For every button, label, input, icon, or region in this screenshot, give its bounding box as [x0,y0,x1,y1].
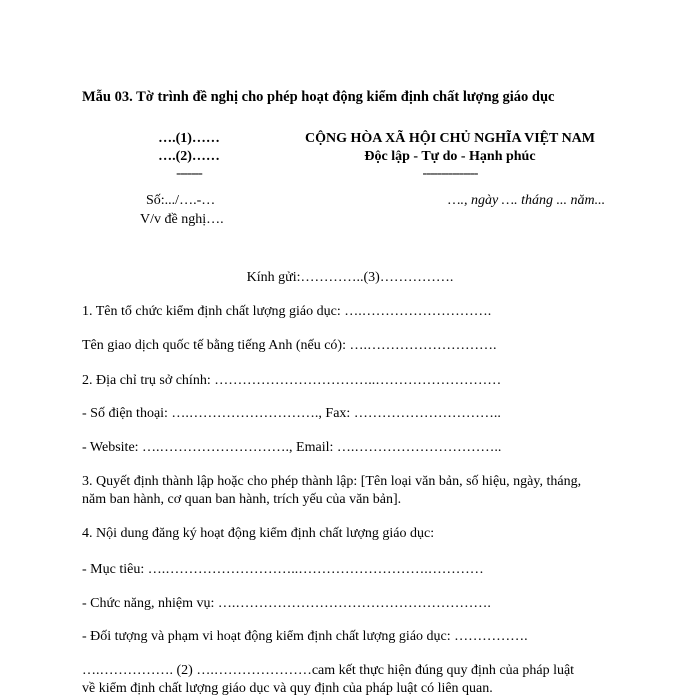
recipient-line: Kính gửi:…………..(3)……………. [246,270,454,285]
body-line: 4. Nội dung đăng ký hoạt động kiểm định chất lượng giáo dục: [82,526,435,541]
body-line: năm ban hành, cơ quan ban hành, trích yếu của văn bản]. [82,492,402,507]
body-line: 1. Tên tổ chức kiểm định chất lượng giáo dục: ….………………………. [82,304,492,319]
motto-divider: --------------- [422,166,478,181]
body-line: - Chức năng, nhiệm vụ: ….………………………………………………. [82,596,491,611]
national-motto: Độc lập - Tự do - Hạnh phúc [364,149,536,164]
body-line: - Số điện thoại: ….………………………., Fax: ………………………….. [82,406,501,421]
body-line: ….……………. (2) ….…………………cam kết thực hiện đúng quy định của pháp luật [82,663,575,678]
body-line: 3. Quyết định thành lập hoặc cho phép thành lập: [Tên loại văn bản, số hiệu, ngày, tháng, [82,474,582,489]
document-number: Số:.../….-… [146,193,216,208]
document-subject: V/v đề nghị…. [140,212,224,227]
body-line: - Đối tượng và phạm vi hoạt động kiểm định chất lượng giáo dục: ……………. [82,629,528,644]
managing-agency-placeholder: ….(1)…… [158,131,220,146]
place-and-date: …., ngày …. tháng ... năm... [448,193,606,208]
organization-divider: ------- [176,166,202,181]
body-line: Tên giao dịch quốc tế bằng tiếng Anh (nếu có): ….………………………. [82,338,497,353]
body-line: - Mục tiêu: ….………………………..……………………….………… [82,562,484,577]
body-line: - Website: ….………………………., Email: ….………………………….. [82,440,502,455]
organization-name-placeholder: ….(2)…… [158,149,220,164]
national-title: CỘNG HÒA XÃ HỘI CHỦ NGHĨA VIỆT NAM [304,131,595,146]
document-title: Mẫu 03. Tờ trình đề nghị cho phép hoạt động kiểm định chất lượng giáo dục [82,89,555,105]
body-line: về kiểm định chất lượng giáo dục và quy định của pháp luật có liên quan. [82,681,493,696]
body-line: 2. Địa chỉ trụ sở chính: ……………………………..……………………… [82,373,502,388]
